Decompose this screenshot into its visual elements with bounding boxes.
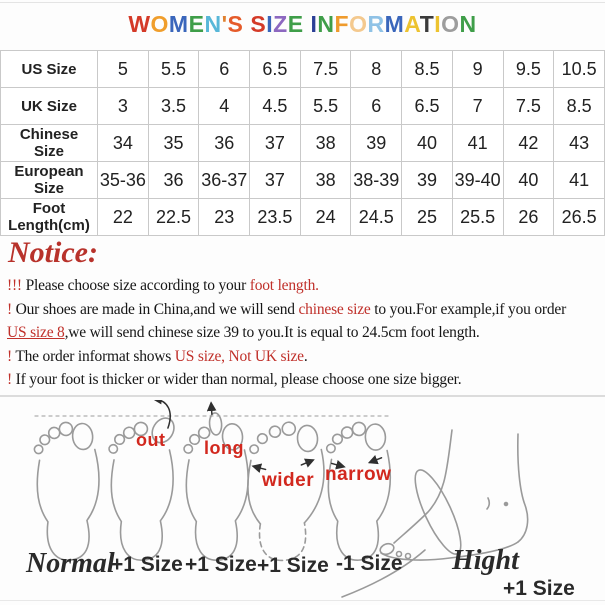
caption-hight: Hight — [452, 545, 519, 576]
size-table-cell: 43 — [554, 125, 605, 162]
size-table-cell: 7 — [452, 88, 503, 125]
notice-line: ! If your foot is thicker or wider than normal, please choose one size bigger. — [7, 371, 462, 388]
page-title: WOMEN'S SIZE INFORMATION — [128, 11, 477, 37]
bottom-edge-line — [0, 600, 605, 601]
notice-line: US size 8,we will send chinese size 39 to you.It is equal to 24.5cm foot length. — [7, 324, 480, 341]
size-table-cell: 5.5 — [148, 51, 199, 88]
size-table-cell: 36-37 — [199, 162, 250, 199]
size-table-cell: 22.5 — [148, 199, 199, 236]
size-table-row — [1, 51, 605, 88]
caption-plus1-b: +1 Size — [185, 553, 257, 576]
size-table-cell: 24.5 — [351, 199, 402, 236]
size-table-row-label: European Size — [1, 162, 98, 199]
size-table-cell: 6.5 — [250, 51, 301, 88]
size-table-cell: 36 — [148, 162, 199, 199]
size-table-cell: 25.5 — [452, 199, 503, 236]
size-table-cell: 41 — [554, 162, 605, 199]
notice-heading: Notice: — [8, 236, 98, 269]
caption-plus1-c: +1 Size — [257, 554, 329, 577]
size-table-cell: 6.5 — [402, 88, 453, 125]
size-table-row — [1, 125, 605, 162]
narrow-arrow-right — [370, 458, 382, 463]
foot-label-long: long — [204, 438, 244, 458]
foot-sketch-narrow — [325, 421, 395, 562]
notice-line: ! The order informat shows US size, Not UK size. — [7, 347, 308, 365]
size-table-row-label: Foot Length(cm) — [1, 199, 98, 236]
size-conversion-table — [0, 50, 605, 236]
foot-sketch-long — [180, 401, 253, 562]
size-table-cell: 35 — [148, 125, 199, 162]
caption-plus1-a: +1 Size — [111, 553, 183, 576]
size-table-cell: 39 — [402, 162, 453, 199]
wider-arrow-right — [301, 460, 313, 465]
caption-hight-size: +1 Size — [503, 577, 575, 600]
caption-normal: Normal — [26, 548, 115, 579]
size-table-cell: 8.5 — [554, 88, 605, 125]
size-table-cell: 7.5 — [503, 88, 554, 125]
size-table-cell: 38 — [300, 125, 351, 162]
size-table-cell: 39-40 — [452, 162, 503, 199]
size-table-cell: 24 — [300, 199, 351, 236]
top-edge-line — [0, 2, 605, 3]
size-table-cell: 23.5 — [250, 199, 301, 236]
size-table-row — [1, 199, 605, 236]
size-table-cell: 36 — [199, 125, 250, 162]
size-table-cell: 8 — [351, 51, 402, 88]
size-table-cell: 35-36 — [98, 162, 149, 199]
notice-body — [7, 274, 605, 392]
size-table-cell: 40 — [402, 125, 453, 162]
size-table-cell: 37 — [250, 125, 301, 162]
size-table-cell: 9.5 — [503, 51, 554, 88]
size-table-cell: 34 — [98, 125, 149, 162]
size-table-row — [1, 162, 605, 199]
size-table-cell: 26 — [503, 199, 554, 236]
size-table-cell: 5 — [98, 51, 149, 88]
size-table-cell: 42 — [503, 125, 554, 162]
section-divider — [0, 395, 605, 397]
size-table-cell: 39 — [351, 125, 402, 162]
size-table-cell: 25 — [402, 199, 453, 236]
size-table-cell: 8.5 — [402, 51, 453, 88]
size-table-cell: 22 — [98, 199, 149, 236]
size-table-cell: 26.5 — [554, 199, 605, 236]
size-table-cell: 38-39 — [351, 162, 402, 199]
size-table-cell: 23 — [199, 199, 250, 236]
notice-line: !!! Please choose size according to your foot length. — [7, 277, 319, 294]
size-table-cell: 40 — [503, 162, 554, 199]
size-table-cell: 7.5 — [300, 51, 351, 88]
foot-label-out: out — [136, 430, 166, 450]
size-table-cell: 38 — [300, 162, 351, 199]
long-arrow — [211, 403, 212, 414]
size-table-row-label: Chinese Size — [1, 125, 98, 162]
size-table-cell: 3 — [98, 88, 149, 125]
out-arrow — [154, 400, 171, 429]
size-table-cell: 9 — [452, 51, 503, 88]
size-table-cell: 6 — [351, 88, 402, 125]
size-table-cell: 4.5 — [250, 88, 301, 125]
foot-sketch-out — [105, 400, 187, 562]
size-table-cell: 4 — [199, 88, 250, 125]
notice-line: ! Our shoes are made in China,and we will send chinese size to you.For example,if you order — [7, 300, 567, 318]
caption-minus1: -1 Size — [336, 552, 403, 575]
size-table-cell: 10.5 — [554, 51, 605, 88]
size-table-cell: 5.5 — [300, 88, 351, 125]
size-table-row-label: UK Size — [1, 88, 98, 125]
size-table-cell: 41 — [452, 125, 503, 162]
foot-sketch-normal — [32, 420, 106, 562]
size-table-cell: 37 — [250, 162, 301, 199]
size-table-cell: 3.5 — [148, 88, 199, 125]
foot-label-wider: wider — [262, 470, 315, 491]
foot-label-narrow: narrow — [325, 464, 392, 485]
size-table-cell: 6 — [199, 51, 250, 88]
size-table-row — [1, 88, 605, 125]
size-table-row-label: US Size — [1, 51, 98, 88]
